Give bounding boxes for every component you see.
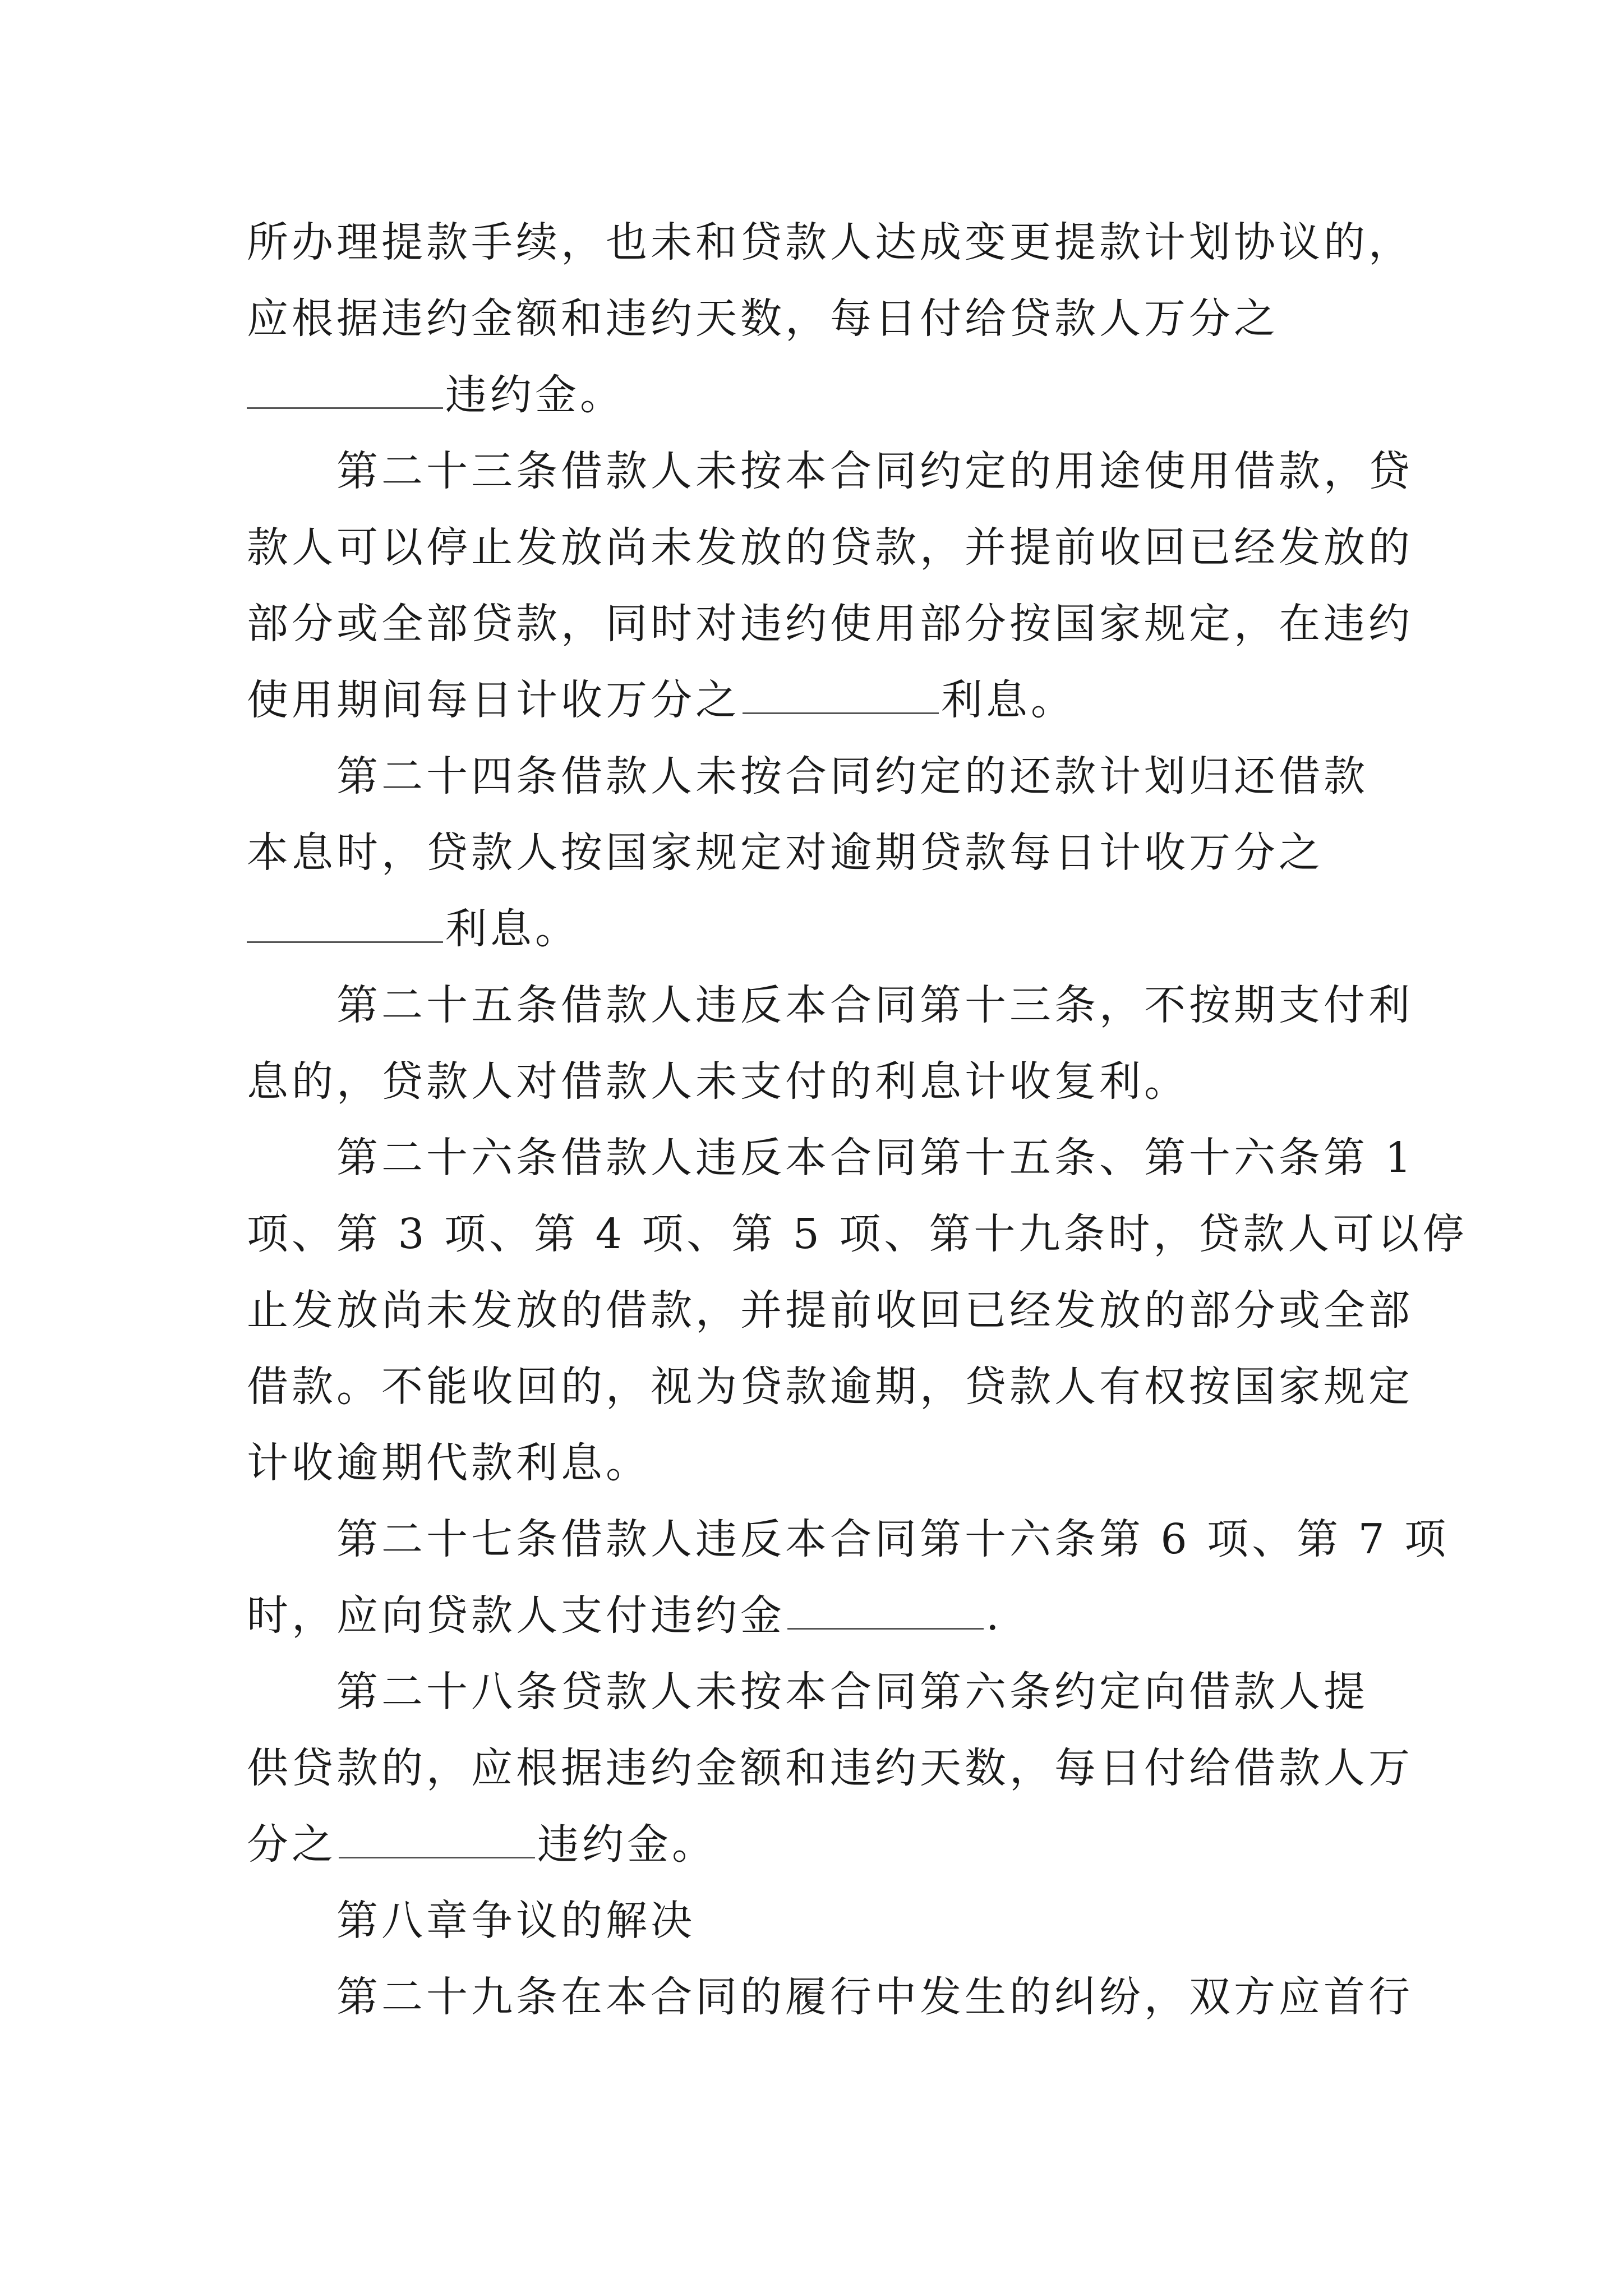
text-segment: 使用期间每日计收万分之 <box>247 676 740 724</box>
fill-in-blank <box>247 902 443 943</box>
text-segment: 供贷款的，应根据违约金额和违约天数，每日付给借款人万 <box>247 1744 1413 1792</box>
text-segment: 第二十六条借款人违反本合同第十五条、第十六条第 1 <box>336 1134 1415 1182</box>
text-line <box>336 1664 1368 1720</box>
text-line <box>336 1969 1413 2025</box>
text-segment: 违约金。 <box>445 371 625 419</box>
text-segment: 第二十七条借款人违反本合同第十六条第 6 项、第 7 项 <box>336 1515 1450 1563</box>
text-line <box>247 1206 1467 1262</box>
text-line <box>336 977 1413 1033</box>
text-segment: 止发放尚未发放的借款，并提前收回已经发放的部分或全部 <box>247 1286 1413 1335</box>
fill-in-blank <box>787 1589 984 1630</box>
text-segment: 第二十四条借款人未按合同约定的还款计划归还借款 <box>336 752 1368 800</box>
chapter-heading <box>336 1893 695 1949</box>
text-line <box>247 519 1413 576</box>
text-line <box>247 901 580 957</box>
fill-in-blank <box>743 673 939 714</box>
text-segment: 第二十五条借款人违反本合同第十三条，不按期支付利 <box>336 981 1413 1029</box>
text-line <box>247 825 1324 881</box>
text-line <box>247 1053 1189 1110</box>
text-segment: 分之 <box>247 1820 336 1869</box>
text-line <box>247 1816 717 1872</box>
text-line <box>247 596 1413 652</box>
text-segment: 违约金。 <box>537 1820 717 1869</box>
text-segment: 利息。 <box>445 905 580 953</box>
text-line <box>247 1435 651 1491</box>
text-segment: 第二十八条贷款人未按本合同第六条约定向借款人提 <box>336 1668 1368 1716</box>
text-segment: 计收逾期代款利息。 <box>247 1439 651 1487</box>
text-segment: 借款。不能收回的，视为贷款逾期，贷款人有权按国家规定 <box>247 1363 1413 1411</box>
fill-in-blank <box>247 368 443 409</box>
text-segment: 本息时，贷款人按国家规定对逾期贷款每日计收万分之 <box>247 829 1324 877</box>
text-line <box>336 443 1413 499</box>
text-line <box>247 367 625 423</box>
text-segment: 第八章争议的解决 <box>336 1897 695 1945</box>
text-line <box>247 1359 1413 1415</box>
text-segment: 款人可以停止发放尚未发放的贷款，并提前收回已经发放的 <box>247 523 1413 572</box>
text-line <box>247 1740 1413 1796</box>
text-segment: 时，应向贷款人支付违约金 <box>247 1591 785 1640</box>
text-segment: 息的，贷款人对借款人未支付的利息计收复利。 <box>247 1057 1189 1106</box>
fill-in-blank <box>339 1818 535 1858</box>
text-line <box>247 291 1279 347</box>
text-line <box>247 672 1076 728</box>
text-line <box>247 1282 1413 1338</box>
text-segment: 部分或全部贷款，同时对违约使用部分按国家规定，在违约 <box>247 600 1413 648</box>
text-segment: . <box>986 1591 1003 1640</box>
text-segment: 项、第 3 项、第 4 项、第 5 项、第十九条时，贷款人可以停 <box>247 1210 1468 1258</box>
text-segment: 第二十三条借款人未按本合同约定的用途使用借款，贷 <box>336 447 1413 495</box>
text-line <box>247 1588 1003 1644</box>
text-segment: 利息。 <box>941 676 1076 724</box>
text-segment: 第二十九条在本合同的履行中发生的纠纷，双方应首行 <box>336 1973 1413 2021</box>
text-segment: 应根据违约金额和违约天数，每日付给贷款人万分之 <box>247 295 1279 343</box>
text-line <box>336 1130 1415 1186</box>
text-line <box>247 214 1413 270</box>
text-line <box>336 748 1368 804</box>
text-segment: 所办理提款手续，也未和贷款人达成变更提款计划协议的， <box>247 218 1413 266</box>
text-line <box>336 1511 1449 1567</box>
